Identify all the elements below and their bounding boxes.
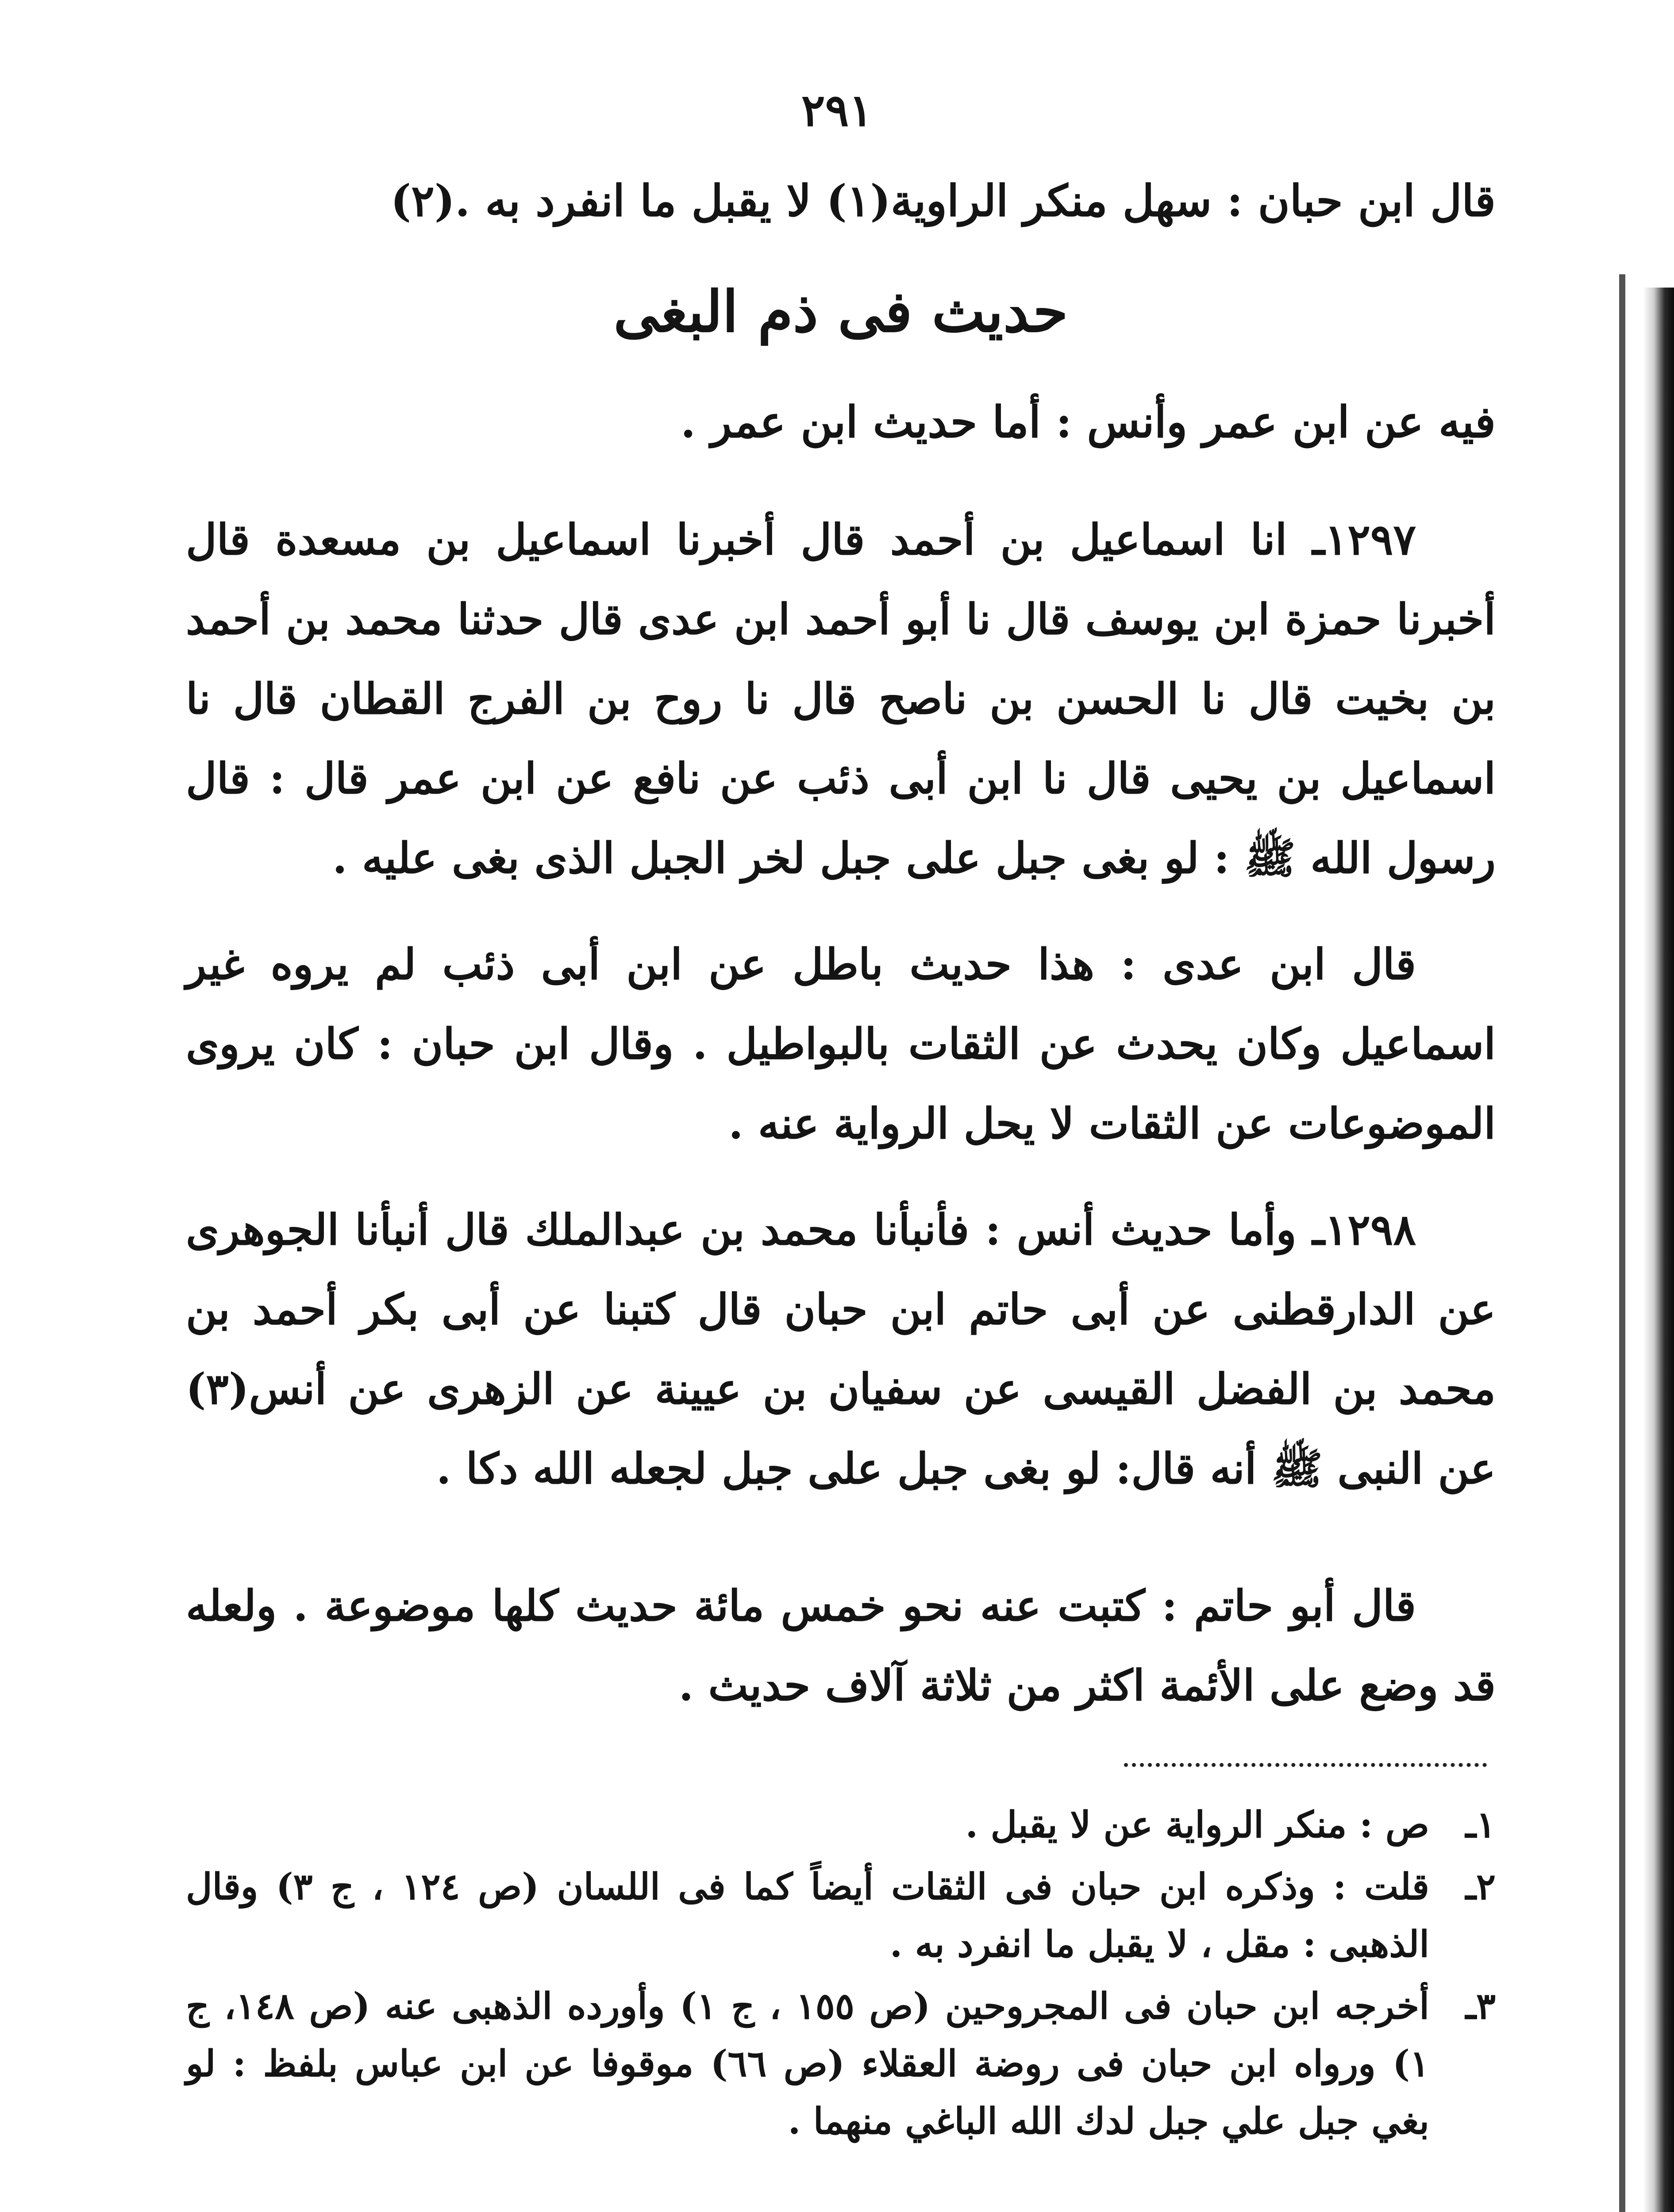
footnote-2 (186, 1858, 1496, 1973)
footnote-1 (186, 1796, 1496, 1854)
footnote-text: ص : منكر الرواية عن لا يقبل . (965, 1804, 1429, 1846)
section-heading: حديث فى ذم البغى (613, 279, 1068, 345)
intro-line: قال ابن حبان : سهل منكر الراوية(١) لا يقبل ما انفرد به .(٢) (390, 176, 1496, 227)
footnote-number: ١ـ (1465, 1804, 1496, 1846)
binding-edge (1643, 288, 1674, 2212)
paragraph-hadith-1298: ١٢٩٨ـ وأما حديث أنس : فأنبأنا محمد بن عبدالملك قال أنبأنا الجوهرى عن الدارقطنى عن أبى حاتم ابن حبان قال كتبنا عن أبى بكر أحمد بن محمد بن الفضل القيسى عن سفيان بن عيينة عن الزهرى عن أنس(٣) عن النبى ﷺ أنه قال: لو بغى جبل على جبل لجعله الله دكا . (186, 1205, 1496, 1494)
footnote-number: ٢ـ (1465, 1866, 1496, 1908)
footnote-text: أخرجه ابن حبان فى المجروحين (ص ١٥٥ ، ج ١) وأورده الذهبى عنه (ص ١٤٨، ج ١) ورواه ابن حبان فى روضة العقلاء (ص ٦٦) موقوفا عن ابن عباس بلفظ : لو بغي جبل علي جبل لدك الله الباغي منهما . (186, 1985, 1429, 2143)
footnotes (186, 1796, 1496, 2154)
paragraph-abu-hatim-comment: قال أبو حاتم : كتبت عنه نحو خمس مائة حديث كلها موضوعة . ولعله قد وضع على الأئمة اكثر من ثلاثة آلاف حديث . (186, 1581, 1496, 1710)
page-number: ٢٩١ (801, 84, 873, 136)
footnote-3 (186, 1978, 1496, 2150)
footnote-separator (1124, 1763, 1487, 1767)
paragraph-ibn-adi-comment: قال ابن عدى : هذا حديث باطل عن ابن أبى ذئب لم يروه غير اسماعيل وكان يحدث عن الثقات بالبواطيل . وقال ابن حبان : كان يروى الموضوعات عن الثقات لا يحل الرواية عنه . (186, 939, 1496, 1148)
sub-line: فيه عن ابن عمر وأنس : أما حديث ابن عمر . (681, 397, 1496, 448)
paragraph-hadith-1297: ١٢٩٧ـ انا اسماعيل بن أحمد قال أخبرنا اسماعيل بن مسعدة قال أخبرنا حمزة ابن يوسف قال نا أبو أحمد ابن عدى قال حدثنا محمد بن أحمد بن بخيت قال نا الحسن بن ناصح قال نا روح بن الفرج القطان قال نا اسماعيل بن يحيى قال نا ابن أبى ذئب عن نافع عن ابن عمر قال : قال رسول الله ﷺ : لو بغى جبل على جبل لخر الجبل الذى بغى عليه . (186, 515, 1496, 883)
footnote-number: ٣ـ (1465, 1985, 1496, 2028)
footnote-text: قلت : وذكره ابن حبان فى الثقات أيضاً كما فى اللسان (ص ١٢٤ ، ج ٣) وقال الذهبى : مقل ، لا يقبل ما انفرد به . (186, 1866, 1429, 1966)
binding-shadow-line (1619, 274, 1625, 2212)
